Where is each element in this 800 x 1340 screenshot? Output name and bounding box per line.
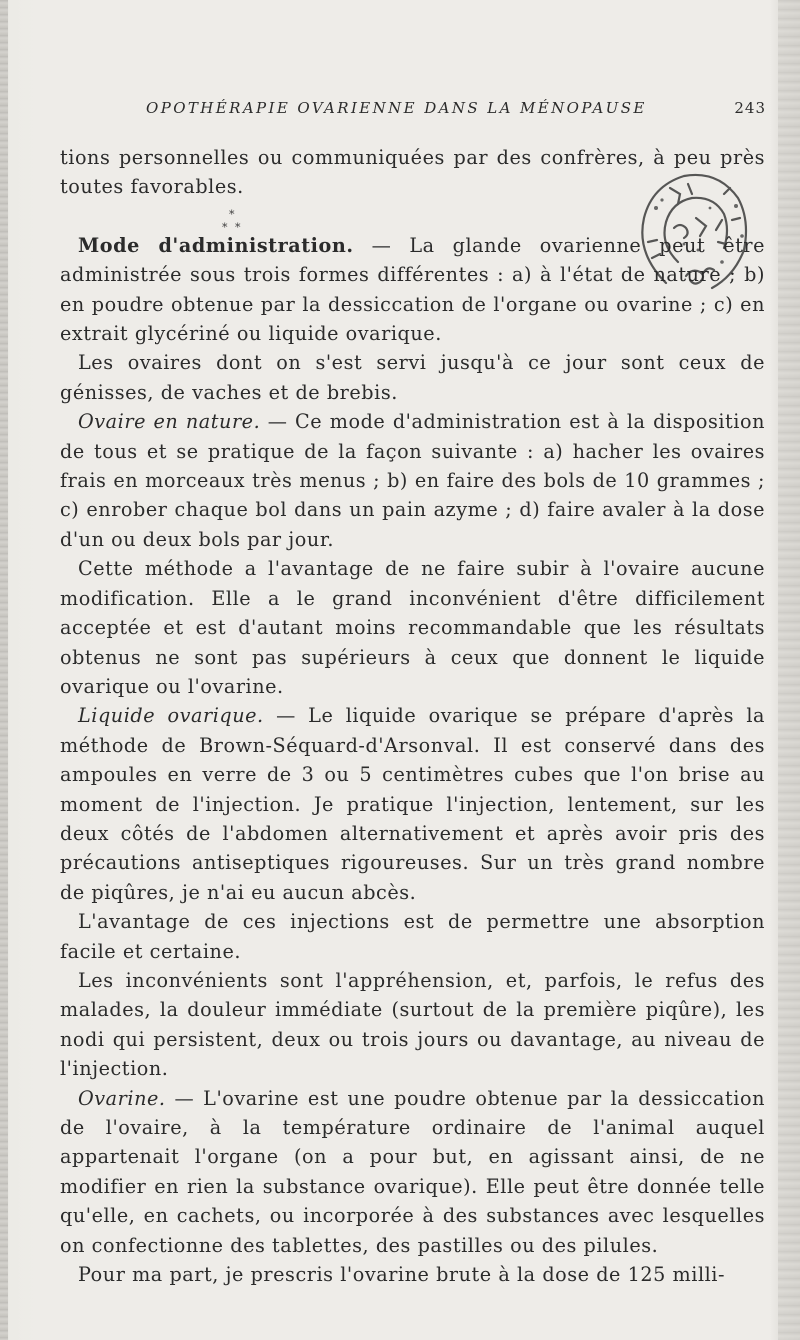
page-fore-edge (778, 0, 800, 1340)
binding-edge (0, 0, 8, 1340)
subsection-heading: Ovarine. (78, 1086, 166, 1110)
svg-text:*: * (229, 208, 235, 221)
running-head (60, 99, 766, 125)
paragraph: Pour ma part, je prescris l'ovarine brute à la dose de 125 milli- (78, 1263, 726, 1287)
paragraph: Cette méthode a l'avantage de ne faire subir à l'ovaire aucune modification. Elle a le grand inconvénient d'être difficilement acceptée et est d'autant moins recommandable que les résultats obtenus ne sont pas supérieurs à ceux que donnent le liquide ovarique ou l'ovarine. (60, 557, 765, 698)
running-title: OPOTHÉRAPIE OVARIENNE DANS LA MÉNOPAUSE (146, 99, 647, 117)
section-heading: Mode d'administration. (78, 233, 354, 257)
page-number: 243 (734, 99, 766, 117)
subsection-heading: Liquide ovarique. (78, 704, 264, 728)
svg-text:*: * (222, 221, 228, 234)
paragraph: Les inconvénients sont l'appréhension, et, parfois, le refus des malades, la douleur immédiate (surtout de la première piqûre), les nodi qui persistent, deux ou trois jours ou davantage, au niveau de l'injection. (60, 968, 765, 1081)
paragraph: Mode d'administration. — La glande ovarienne peut être administrée sous trois formes différentes : a) à l'état de nature ; b) en poudre obtenue par la dessiccation de l'organe ou ovarine ; c) en extrait glycériné ou liquide ovarique. (60, 233, 765, 346)
svg-text:*: * (235, 221, 241, 234)
paragraph: Liquide ovarique. — Le liquide ovarique se prépare d'après la méthode de Brown-Séquard-d'Arsonval. Il est conservé dans des ampoules en verre de 3 ou 5 centimètres cubes que l'on brise au moment de l'injection. Je pratique l'injection, lentement, sur les deux côtés de l'abdomen alternativement et après avoir pris des précautions antiseptiques rigoureuses. Sur un très grand nombre de piqûres, je n'ai eu aucun abcès. (60, 704, 766, 904)
paragraph: tions personnelles ou communiquées par des confrères, à peu près toutes favorables. (60, 146, 765, 199)
body-text (60, 143, 765, 1289)
paragraph: L'avantage de ces injections est de permettre une absorption facile et certaine. (60, 910, 765, 963)
paragraph: Ovarine. — L'ovarine est une poudre obtenue par la dessiccation de l'ovaire, à la température ordinaire de l'animal auquel appartenait l'organe (on a pour but, en agissant ainsi, de ne modifier en rien la substance ovarique). Elle peut être donnée telle qu'elle, en cachets, ou incorporée à des substances avec lesquelles on confectionne des tablettes, des pastilles ou des pilules. (60, 1086, 765, 1257)
paragraph: Ovaire en nature. — Ce mode d'administration est à la disposition de tous et se pratique de la façon suivante : a) hacher les ovaires frais en morceaux très menus ; b) en faire des bols de 10 grammes ; c) enrober chaque bol dans un pain azyme ; d) faire avaler à la dose d'un ou deux bols par jour. (60, 410, 765, 551)
paragraph: Les ovaires dont on s'est servi jusqu'à ce jour sont ceux de génisses, de vaches et de brebis. (60, 351, 765, 404)
subsection-heading: Ovaire en nature. (78, 410, 261, 434)
